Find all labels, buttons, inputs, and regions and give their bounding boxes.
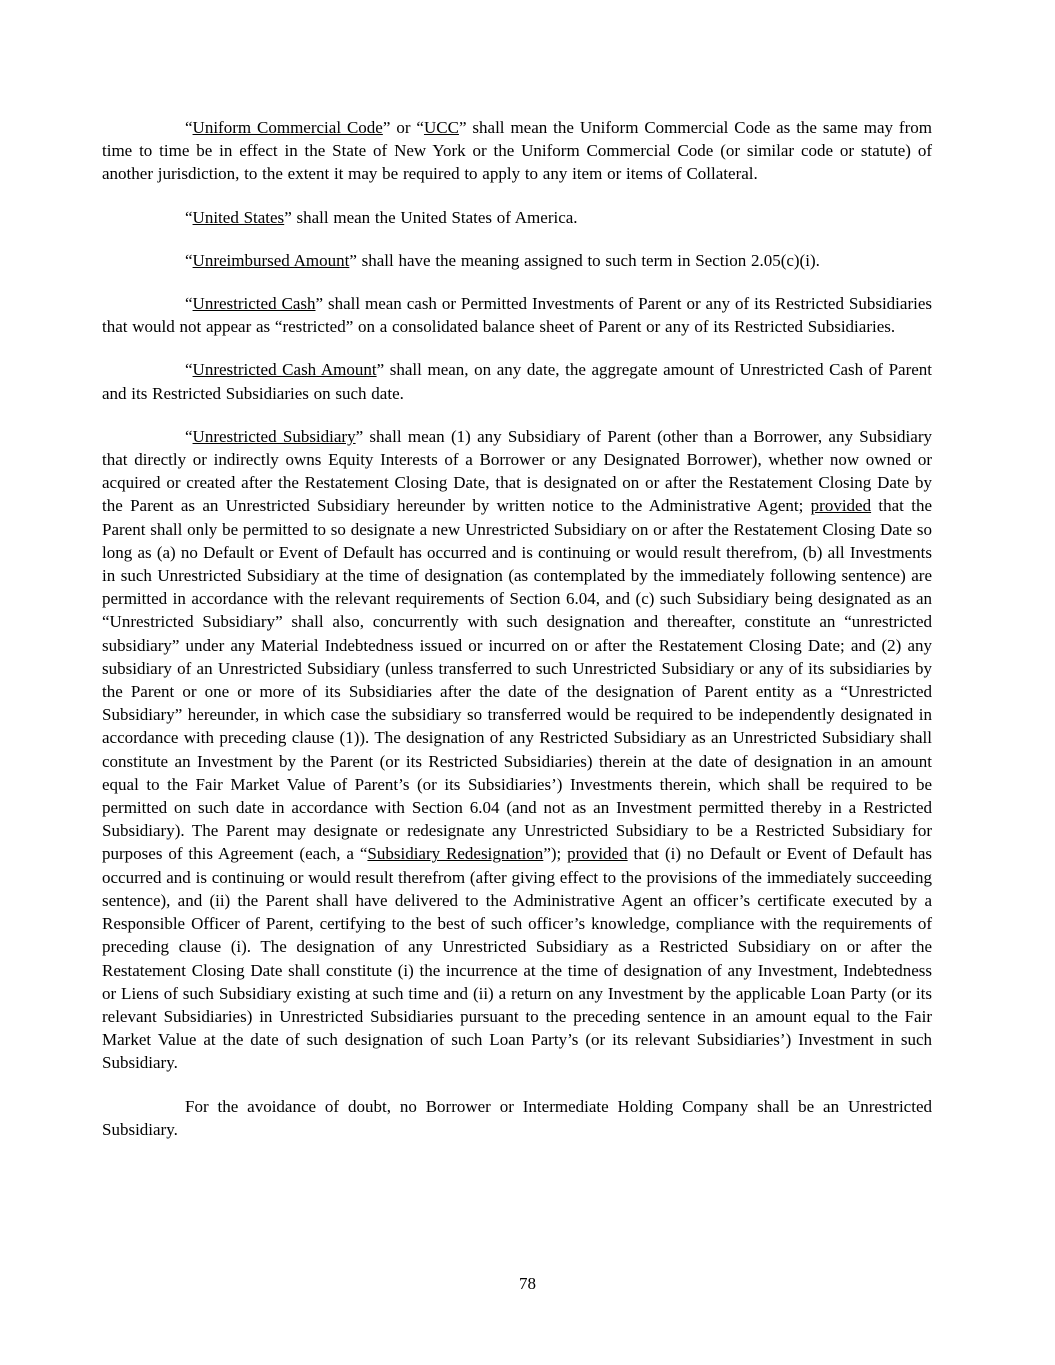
text-run: “: [185, 360, 193, 380]
text-run: “: [185, 207, 193, 227]
defined-term: Unrestricted Cash: [192, 294, 316, 314]
paragraph: [102, 249, 932, 272]
defined-term: provided: [567, 844, 628, 864]
text-run: ”);: [543, 844, 568, 864]
text-run: ” shall mean (1) any Subsidiary of Parent (other than a Borrower, any Subsidiary that directly or indirectly owns Equity Interests of a Borrower or any Designated Borrower), whether now owned or acquired or created after the Restatement Closing Date, that is designated on or after the Restatement Closing Date by the Parent as an Unrestricted Subsidiary hereunder by written notice to the Administrative Agent;: [102, 426, 932, 516]
defined-term: United States: [192, 207, 285, 227]
text-run: “: [185, 426, 193, 446]
defined-term: provided: [810, 496, 872, 516]
text-run: ” shall have the meaning assigned to such term in Section 2.05(c)(i).: [349, 250, 820, 270]
text-run: For the avoidance of doubt, no Borrower or Intermediate Holding Company shall be an Unrestricted Subsidiary.: [102, 1096, 932, 1139]
text-run: ” shall mean the Uniform Commercial Code as the same may from time to time be in effect in the State of New York or the Uniform Commercial Code (or similar code or statute) of another jurisdiction, to the extent it may be required to apply to any item or items of Collateral.: [102, 118, 932, 184]
paragraph: [102, 358, 932, 404]
defined-term: Subsidiary Redesignation: [367, 844, 544, 864]
defined-term: UCC: [423, 118, 459, 137]
text-run: ” shall mean the United States of America.: [284, 207, 578, 227]
defined-term: Unrestricted Subsidiary: [192, 426, 356, 446]
paragraph: [102, 1095, 932, 1141]
text-run: that the Parent shall only be permitted to so designate a new Unrestricted Subsidiary on or after the Restatement Closing Date so long as (a) no Default or Event of Default has occurred and is continuing or would result therefrom, (b) all Investments in such Unrestricted Subsidiary at the time of designation (as contemplated by the immediately following sentence) are permitted in accordance with the relevant requirements of Section 6.04, and (c) such Subsidiary being designated as an “Unrestricted Subsidiary” shall also, concurrently with such designation and thereafter, constitute an “unrestricted subsidiary” under any Material Indebtedness issued or incurred on or after the Restatement Closing Date; and (2) any subsidiary of an Unrestricted Subsidiary (unless transferred to such Unrestricted Subsidiary or any of its subsidiaries by the Parent or one or more of its Subsidiaries after the date of the designation of Parent entity as a “Unrestricted Subsidiary” hereunder, in which case the subsidiary so transferred would be required to be independently designated in accordance with preceding clause (1)). The designation of any Restricted Subsidiary as an Unrestricted Subsidiary shall constitute an Investment by the Parent (or its Restricted Subsidiaries) therein at the date of designation in an amount equal to the Fair Market Value of Parent’s (or its Subsidiaries’) Investments therein, which shall be required to be permitted on such date in accordance with Section 6.04 (and not as an Investment permitted thereby in a Restricted Subsidiary). The Parent may designate or redesignate any Unrestricted Subsidiary to be a Restricted Subsidiary for purposes of this Agreement (each, a “: [102, 496, 932, 864]
text-run: ” shall mean cash or Permitted Investments of Parent or any of its Restricted Subsidiaries that would not appear as “restricted” on a consolidated balance sheet of Parent or any of its Restricted Subsidiaries.: [102, 294, 932, 337]
paragraph: [102, 206, 932, 229]
defined-term: Uniform Commercial Code: [192, 118, 383, 137]
paragraph: [102, 292, 932, 338]
text-run: “: [185, 294, 193, 314]
document-body: [102, 116, 932, 1141]
text-run: ” or “: [382, 118, 424, 137]
defined-term: Unrestricted Cash Amount: [192, 360, 377, 380]
paragraph: [102, 116, 932, 186]
text-run: “: [185, 118, 193, 137]
page-number: 78: [519, 1274, 536, 1293]
paragraph: [102, 425, 932, 1075]
text-run: “: [185, 250, 193, 270]
text-run: that (i) no Default or Event of Default has occurred and is continuing or would result therefrom (after giving effect to the provisions of the immediately succeeding sentence), and (ii) the Parent shall have delivered to the Administrative Agent an officer’s certificate executed by a Responsible Officer of Parent, certifying to the best of such officer’s knowledge, compliance with the requirements of preceding clause (i). The designation of any Unrestricted Subsidiary as a Restricted Subsidiary on or after the Restatement Closing Date shall constitute (i) the incurrence at the time of designation of any Investment, Indebtedness or Liens of such Subsidiary existing at such time and (ii) a return on any Investment by the applicable Loan Party (or its relevant Subsidiaries) in Unrestricted Subsidiaries pursuant to the preceding sentence in an amount equal to the Fair Market Value at the date of such designation of such Loan Party’s (or its relevant Subsidiaries’) Investment in such Subsidiary.: [102, 844, 933, 1073]
text-run: ” shall mean, on any date, the aggregate amount of Unrestricted Cash of Parent and its Restricted Subsidiaries on such date.: [102, 360, 932, 403]
defined-term: Unreimbursed Amount: [192, 250, 350, 270]
